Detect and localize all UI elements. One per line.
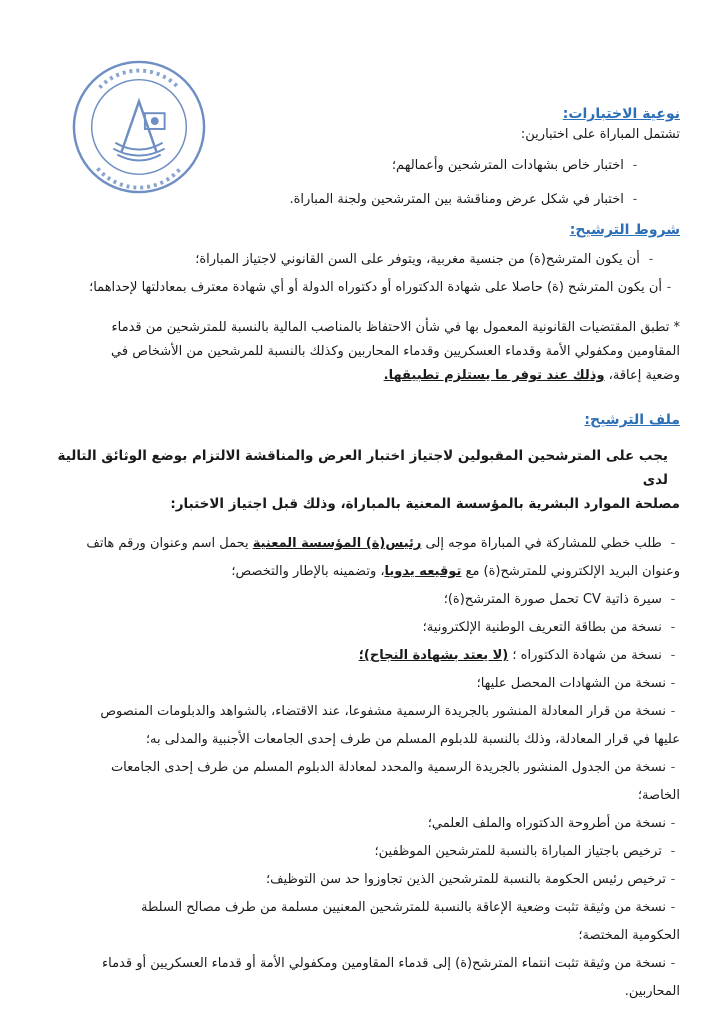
heading-application-file: ملف الترشيح: (584, 412, 680, 428)
list-item: - نسخة من شهادة الدكتوراه ؛ (لا يعتد بشهادة النجاح)؛ (358, 648, 676, 663)
list-item: -أن يكون المترشح (ة) حاصلا على شهادة الدكتوراه أو دكتوراه الدولة أو أي شهادة معترف بمعادلتها لإحداهما؛ (89, 280, 672, 295)
list-item: -نسخة من الجدول المنشور بالجريدة الرسمية والمحدد لمعادلة الدبلوم المسلم من طرف إحدى الجامعات (110, 760, 676, 775)
list-item: -نسخة من وثيقة تثبت انتماء المترشح(ة) إلى قدماء المقاومين ومكفولي الأمة أو قدماء العسكريين أو قدماء (102, 956, 676, 971)
list-item-continuation: الخاصة؛ (637, 788, 680, 803)
heading-conditions: شروط الترشيح: (569, 222, 680, 238)
list-item: - أن يكون المترشح(ة) من جنسية مغربية، ويتوفر على السن القانوني لاجتياز المباراة؛ (195, 252, 654, 267)
list-item: -نسخة من أطروحة الدكتوراه والملف العلمي؛ (427, 816, 676, 831)
list-item: - ترخيص باجتياز المباراة بالنسبة للمترشحين الموظفين؛ (374, 844, 676, 859)
list-item: -نسخة من وثيقة تثبت وضعية الإعاقة بالنسبة للمترشحين المعنيين مسلمة من طرف مصالح السلطة (141, 900, 676, 915)
test-types-intro: تشتمل المباراة على اختبارين: (520, 127, 680, 142)
list-item-continuation: عليها في قرار المعادلة، وذلك بالنسبة للدبلوم المسلم من طرف إحدى الجامعات الأجنبية والمدلى به؛ (145, 732, 680, 747)
list-item-continuation: وعنوان البريد الإلكتروني للمترشح(ة) مع توقيعه يدويا، وتضمينه بالإطار والتخصص؛ (231, 564, 680, 579)
list-item: -نسخة من قرار المعادلة المنشور بالجريدة الرسمية مشفوعا، عند الاقتضاء، بالشواهد والدبلومات المنصوص (100, 704, 676, 719)
list-item: - طلب خطي للمشاركة في المباراة موجه إلى رئيس(ة) المؤسسة المعنية يحمل اسم وعنوان ورقم هاتف (86, 536, 676, 551)
list-item: - نسخة من بطاقة التعريف الوطنية الإلكترونية؛ (422, 620, 676, 635)
list-item-continuation: المحاربين. (624, 984, 680, 999)
note-line: المقاومين ومكفولي الأمة وقدماء العسكريين وقدماء المحاربين وكذلك بالنسبة للمرشحين من الأشخاص في (111, 344, 680, 359)
list-item-continuation: الحكومية المختصة؛ (578, 928, 680, 943)
list-item: - اختبار في شكل عرض ومناقشة بين المترشحين ولجنة المباراة. (289, 192, 638, 207)
file-lead-line: مصلحة الموارد البشرية بالمؤسسة المعنية بالمباراة، وذلك قبل اجتياز الاختبار: (170, 496, 680, 512)
list-item: -ترخيص رئيس الحكومة بالنسبة للمترشحين الذين تجاوزوا حد سن التوظيف؛ (265, 872, 676, 887)
heading-test-types: نوعية الاختبارات: (562, 106, 680, 122)
list-item: -نسخة من الشهادات المحصل عليها؛ (476, 676, 676, 691)
note-line: وضعية إعاقة، وذلك عند توفر ما يستلزم تطبيقها. (383, 368, 680, 383)
list-item: - سيرة ذاتية CV تحمل صورة المترشح(ة)؛ (443, 592, 676, 607)
note-line: * تطبق المقتضيات القانونية المعمول بها في شأن الاحتفاظ بالمناصب المالية بالنسبة للمترشحين من قدماء (111, 320, 680, 335)
document-content (40, 104, 680, 1006)
file-lead-line: يجب على المترشحين المقبولين لاجتياز اختبار العرض والمناقشة الالتزام بوضع الوثائق التالية لدى (57, 448, 668, 488)
list-item: - اختبار خاص بشهادات المترشحين وأعمالهم؛ (391, 158, 638, 173)
